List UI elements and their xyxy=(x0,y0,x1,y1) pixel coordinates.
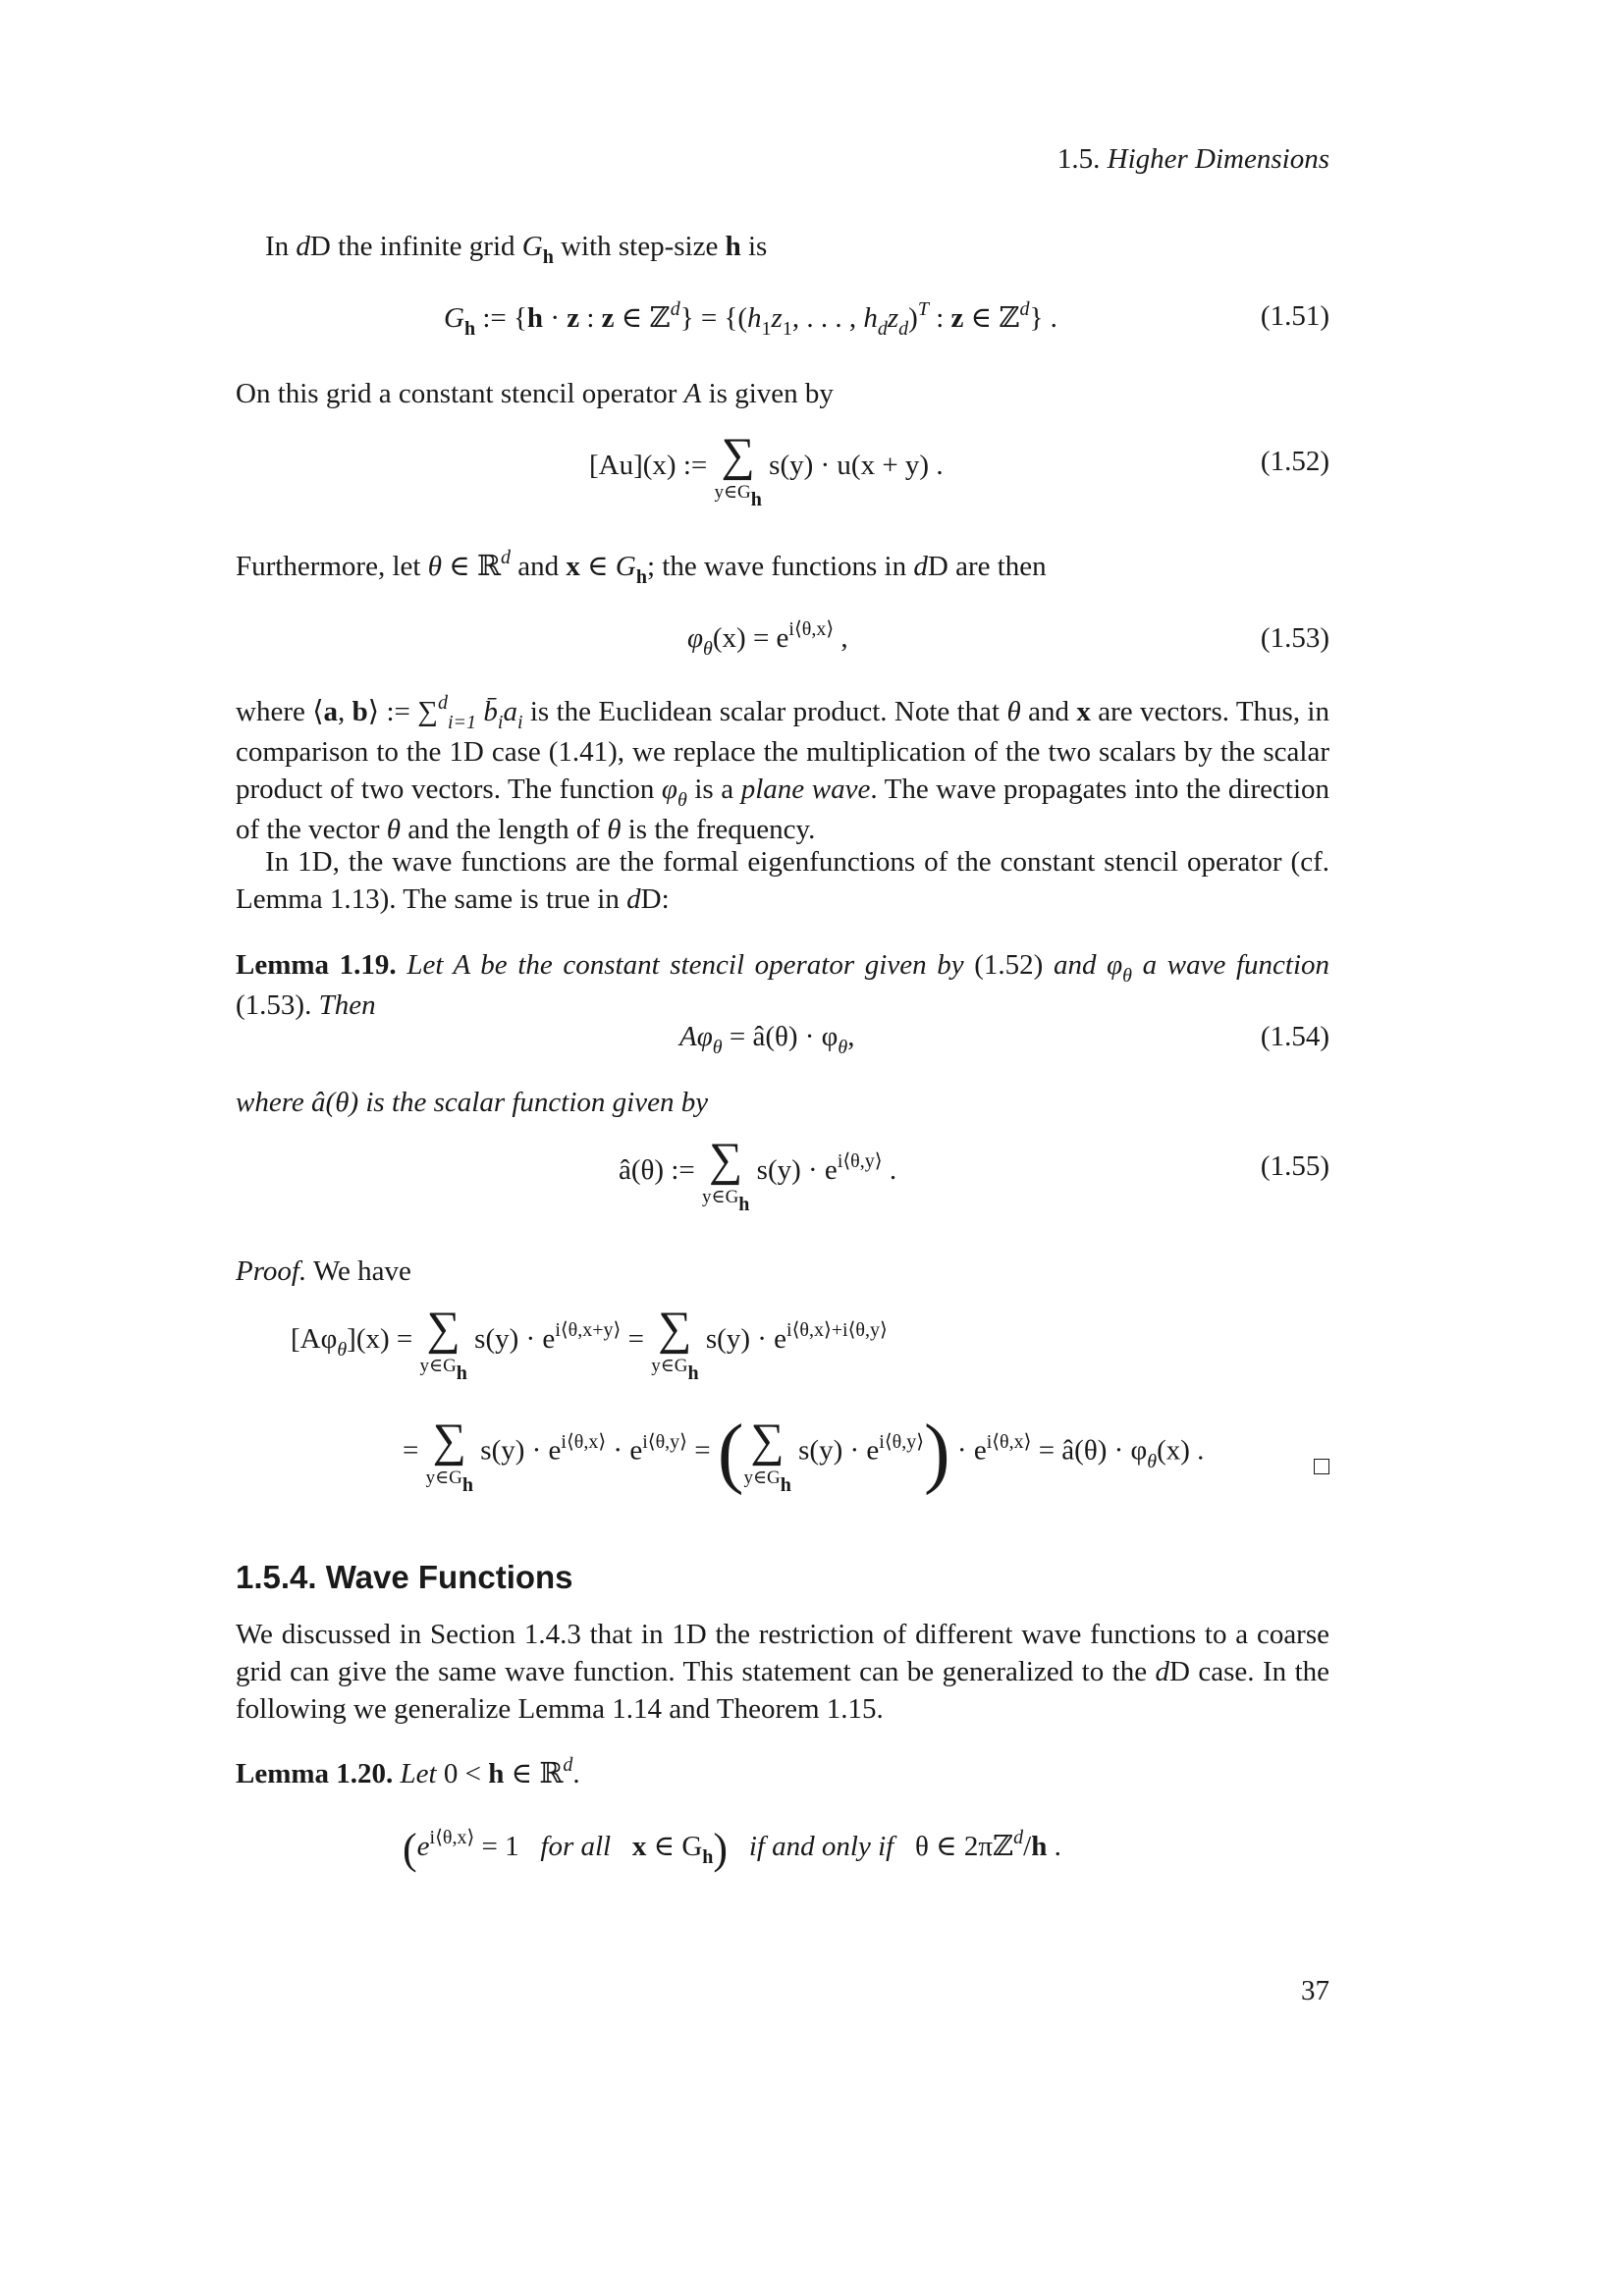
equation-1-51: $G_h$ := {h · z : z ∈ ℤ$^d$} = {($h_1z_1$, . . . , $h_dz_d)^T$ : z ∈ ℤ$^d$} . (1.51) xyxy=(444,298,1329,340)
equation-number: (1.52) xyxy=(1260,446,1329,477)
equation-number: (1.53) xyxy=(1260,622,1329,654)
proof-intro: Proof. We have xyxy=(236,1255,411,1287)
header-section-number: 1.5. xyxy=(1056,143,1101,175)
paragraph-stencil-intro: On this grid a constant stencil operator A is given by xyxy=(236,378,834,409)
page-number: 37 xyxy=(1301,1975,1329,2006)
equation-number: (1.55) xyxy=(1260,1150,1329,1182)
section-heading: 1.5.4. Wave Functions xyxy=(236,1559,573,1595)
lemma-1-19: Lemma 1.19. Let A be the constant stencil operator given by (1.52) and $\varphi_\theta$ a wave function (1.53). Then xyxy=(236,949,1330,1021)
paragraph-wave-function-intro: Furthermore, let θ ∈ ℝ$^d$ and x ∈ $G_h$; the wave functions in dD are then xyxy=(236,547,1047,588)
paragraph-grid-intro: In dD the infinite grid $G_h$ with step-size h is xyxy=(265,231,768,268)
paragraph-eigenfunctions: In 1D, the wave functions are the formal eigenfunctions of the constant stencil operator (cf. Lemma 1.13). The same is true in dD: xyxy=(236,846,1329,915)
header-section-title: Higher Dimensions xyxy=(1107,143,1329,175)
proof-equation-1: $[A\varphi_\theta](x)$ = ∑ y∈Gh $s(y) \cdot e^{i⟨\theta,x+y⟩}$ = ∑ y∈Gh $s(y) \cdot e^{i⟨\theta,x⟩+i⟨\theta,y⟩}$ xyxy=(291,1303,888,1384)
equation-1-52: [Au](x) := ∑ y∈Gh s(y) · u(x + y) . (1.52) xyxy=(589,429,1329,510)
proof-equation-2: = ∑ y∈Gh $s(y) \cdot e^{i⟨\theta,x⟩} \cdot e^{i⟨\theta,y⟩}$ = ( ∑ y∈Gh $s(y) \cdot e^{i⟨\theta,y⟩}) \cdot e^{i⟨\theta,x⟩}$ = â(θ) · $\varphi_\theta(x)$ . xyxy=(236,1414,1329,1522)
paragraph-coarse-grid: We discussed in Section 1.4.3 that in 1D the restriction of different wave functions to a coarse grid can give the same wave function. This statement can be generalized to the dD case. In the following we generalize Lemma 1.14 and Theorem 1.15. xyxy=(236,1619,1329,1725)
equation-1-55: â(θ) := ∑ y∈Gh $s(y) \cdot e^{i⟨\theta,y⟩}$ . (1.55) xyxy=(619,1134,1329,1215)
equation-1-54: $A\varphi_\theta$ = â(θ) · $\varphi_\theta$, (1.54) xyxy=(679,1021,1329,1058)
qed-symbol xyxy=(1314,1449,1329,1481)
equation-lemma-1-20: ($e^{i⟨\theta,x⟩} = 1$ for all x ∈ $G_h$) if and only if θ ∈ 2πℤ$^d$/h . xyxy=(403,1825,1061,1873)
equation-number: (1.51) xyxy=(1260,300,1329,332)
paragraph-scalar-product: where ⟨a, b⟩ := ∑$^d_{i=1}$ $b̄_ia_i$ is the Euclidean scalar product. Note that θ and x are vectors. Thus, in comparison to the 1D case (1.41), we replace the multiplication of the two scalars by the scalar product of two vectors. The function $\varphi_\theta$ is a plane wave. The wave propagates into the direction of the vector θ and the length of θ is the frequency. xyxy=(236,692,1330,845)
paragraph-scalar-function: where â(θ) is the scalar function given by xyxy=(236,1087,709,1118)
running-header xyxy=(236,143,1329,176)
equation-number: (1.54) xyxy=(1260,1021,1329,1052)
equation-1-53: $\varphi_\theta(x) = e^{i⟨\theta,x⟩}$ , (1.53) xyxy=(687,618,1329,660)
lemma-1-20: Lemma 1.20. Let 0 < h ∈ ℝ$^d$. xyxy=(236,1754,580,1789)
